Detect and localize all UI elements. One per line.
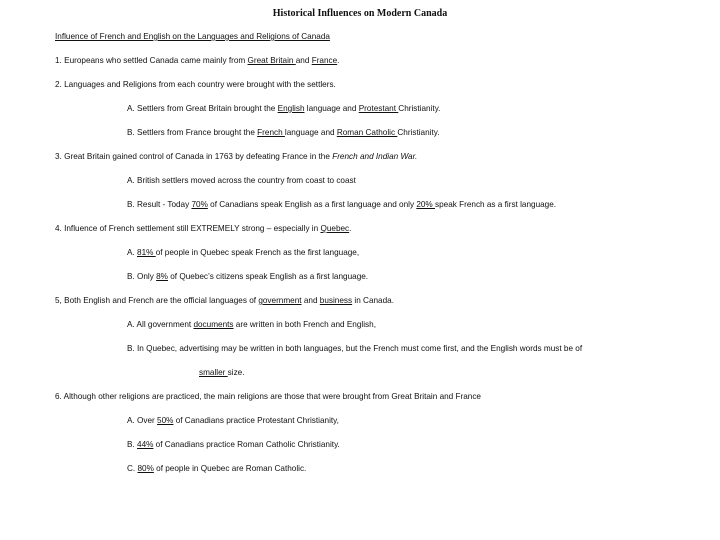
point-4b: B. Only 8% of Quebec’s citizens speak English as a first language.	[127, 272, 369, 281]
section-heading: Influence of French and English on the Languages and Religions of Canada	[55, 32, 330, 41]
point-3: 3. Great Britain gained control of Canada in 1763 by defeating France in the French and Indian War.	[55, 152, 418, 161]
point-6b: B. 44% of Canadians practice Roman Catholic Christianity.	[127, 440, 340, 449]
point-6: 6. Although other religions are practiced, the main religions are those that were brought from Great Britain and France	[55, 392, 481, 401]
point-3b: B. Result - Today 70% of Canadians speak English as a first language and only 20% speak French as a first language.	[127, 200, 557, 209]
point-5: 5, Both English and French are the official languages of government and business in Canada.	[55, 296, 394, 305]
point-5b-continued: smaller size.	[199, 368, 245, 377]
point-5a: A. All government documents are written in both French and English,	[127, 320, 376, 329]
point-4a: A. 81% of people in Quebec speak French as the first language,	[127, 248, 360, 257]
point-4: 4. Influence of French settlement still EXTREMELY strong – especially in Quebec.	[55, 224, 352, 233]
point-6c: C. 80% of people in Quebec are Roman Catholic.	[127, 464, 307, 473]
point-1: 1. Europeans who settled Canada came mainly from Great Britain and France.	[55, 56, 340, 65]
point-3a: A. British settlers moved across the country from coast to coast	[127, 176, 356, 185]
point-5b: B. In Quebec, advertising may be written in both languages, but the French must come first, and the English words must be of	[127, 344, 583, 353]
point-2: 2. Languages and Religions from each country were brought with the settlers.	[55, 80, 336, 89]
document-title: Historical Influences on Modern Canada	[272, 8, 448, 19]
point-2b: B. Settlers from France brought the French language and Roman Catholic Christianity.	[127, 128, 440, 137]
point-6a: A. Over 50% of Canadians practice Protestant Christianity,	[127, 416, 339, 425]
point-2a: A. Settlers from Great Britain brought the English language and Protestant Christianity.	[127, 104, 441, 113]
